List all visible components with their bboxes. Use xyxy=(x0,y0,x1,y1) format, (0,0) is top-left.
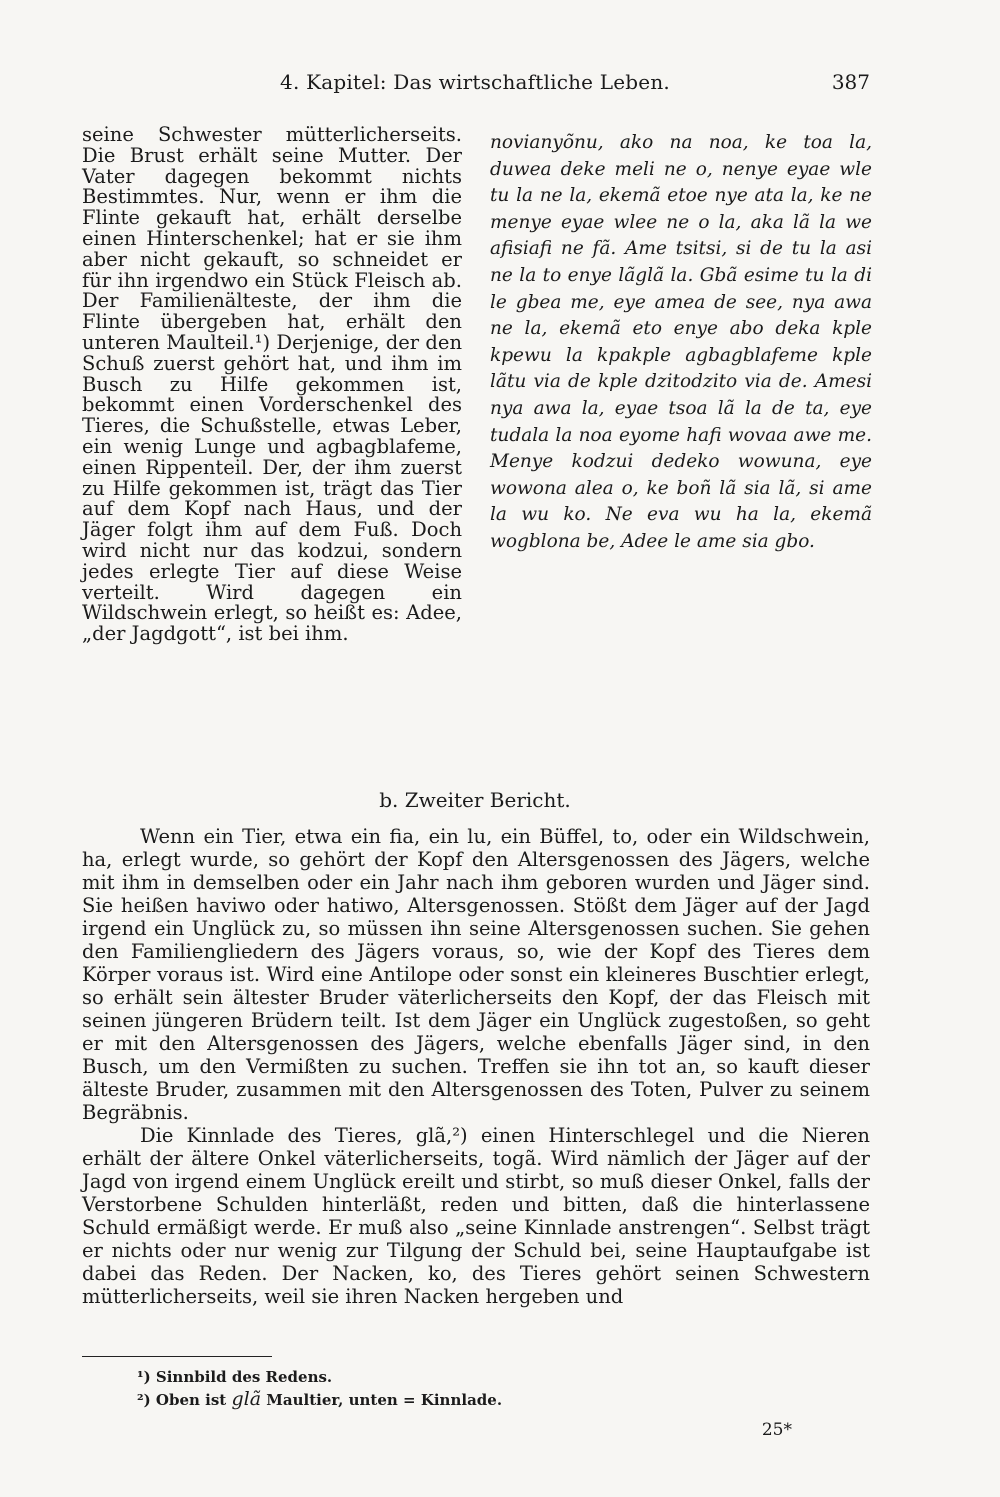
body-paragraph: Die Kinnlade des Tieres, glã,²) einen Hinterschlegel und die Nieren erhält der ältere Onkel väterlicherseits, togã. Wird nämlich der Jäger auf der Jagd von irgend einem Unglück ereilt und stirbt, so muß dieser Onkel, falls der Verstorbene Schulden hinterläßt, reden und bitten, daß die hinterlassene Schuld ermäßigt werde. Er muß also „seine Kinnlade anstrengen“. Selbst trägt er nichts oder nur wenig zur Tilgung der Schuld bei, seine Hauptaufgabe ist dabei das Reden. Der Nacken, ko, des Tieres gehört seinen Schwestern mütterlicherseits, weil sie ihren Nacken hergeben und xyxy=(82,1124,870,1308)
footnotes xyxy=(137,1366,837,1411)
footnote-2 xyxy=(137,1388,837,1411)
printer-signature-mark: 25* xyxy=(761,1420,792,1440)
running-header xyxy=(80,68,870,102)
main-body-text xyxy=(82,825,870,1308)
chapter-title: 4. Kapitel: Das wirtschaftliche Leben. xyxy=(280,70,670,94)
footnote-text-pre: Oben ist xyxy=(155,1391,227,1409)
left-paragraph: seine Schwester mütterlicherseits. Die Brust erhält seine Mutter. Der Vater dagegen bekommt nichts Bestimmtes. Nur, wenn er ihm die Flinte gekauft hat, erhält derselbe einen Hinterschenkel; hat er sie ihm aber nicht gekauft, so schneidet er für ihn irgendwo ein Stück Fleisch ab. Der Familienälteste, der ihm die Flinte übergeben hat, erhält den unteren Maulteil.¹) Derjenige, der den Schuß zuerst gehört hat, und ihm im Busch zu Hilfe gekommen ist, bekommt einen Vorderschenkel des Tieres, die Schußstelle, etwas Leber, ein wenig Lunge und agbagblafeme, einen Rippenteil. Der, der ihm zuerst zu Hilfe gekommen ist, trägt das Tier auf dem Kopf nach Haus, und der Jäger folgt ihm auf dem Fuß. Doch wird nicht nur das kodzui, sondern jedes erlegte Tier auf diese Weise verteilt. Wird dagegen ein Wildschwein erlegt, so heißt es: Adee, „der Jagdgott“, ist bei ihm. xyxy=(82,123,462,646)
left-column-german xyxy=(82,125,462,645)
footnote-1 xyxy=(137,1366,837,1388)
footnote-mark: ²) xyxy=(137,1391,151,1409)
footnote-text-post: Maultier, unten = Kinnlade. xyxy=(266,1391,503,1409)
footnote-mark: ¹) xyxy=(137,1368,151,1386)
footnote-ewe-word: glã xyxy=(231,1388,262,1410)
right-paragraph: novianyõnu, ako na noa, ke toa la, duwea deke meli ne o, nenye eyae wle tu la ne la, ekemã etoe nye ata la, ke ne menye eyae wlee ne o la, aka lã la we afisiafi ne fã. Ame tsitsi, si de tu la asi ne la to enye lãglã la. Gbã esime tu la di le gbea me, eye amea de see, nya awa ne la, ekemã eto enye abo deka kple kpewu la kpakple agbagblafeme kple lãtu via de kple dzitodzito via de. Amesi nya awa la, eyae tsoa lã la de ta, eye tudala la noa eyome hafi wovaa awe me. Menye kodzui dedeko wowuna, eye wowona alea o, ke boñ lã sia lã, si ame la wu ko. Ne eva wu ha la, ekemã wogblona be, Adee le ame sia gbo. xyxy=(490,132,872,552)
body-paragraph: Wenn ein Tier, etwa ein fia, ein lu, ein Büffel, to, oder ein Wildschwein, ha, erlegt wurde, so gehört der Kopf den Altersgenossen des Jägers, welche mit ihm in demselben oder ein Jahr nach ihm geboren wurden und Jäger sind. Sie heißen haviwo oder hatiwo, Altersgenossen. Stößt dem Jäger auf der Jagd irgend ein Unglück zu, so müssen ihn seine Altersgenossen suchen. Sie gehen den Familiengliedern des Jägers voraus, so, wie der Kopf des Tieres dem Körper voraus ist. Wird eine Antilope oder sonst ein kleineres Buschtier erlegt, so erhält sein ältester Bruder väterlicherseits den Kopf, der das Fleisch mit seinen jüngeren Brüdern teilt. Ist dem Jäger ein Unglück zugestoßen, so geht er mit den Altersgenossen des Jägers, welche ebenfalls Jäger sind, in den Busch, um den Vermißten zu suchen. Treffen sie ihn tot an, so kauft dieser älteste Bruder, zusammen mit den Altersgenossen des Toten, Pulver zu seinem Begräbnis. xyxy=(82,825,870,1124)
section-heading: b. Zweiter Bericht. xyxy=(379,788,571,812)
page-number: 387 xyxy=(831,70,870,94)
footnote-rule xyxy=(82,1356,272,1357)
footnote-text: Sinnbild des Redens. xyxy=(155,1368,333,1386)
right-column-ewe xyxy=(490,130,872,556)
